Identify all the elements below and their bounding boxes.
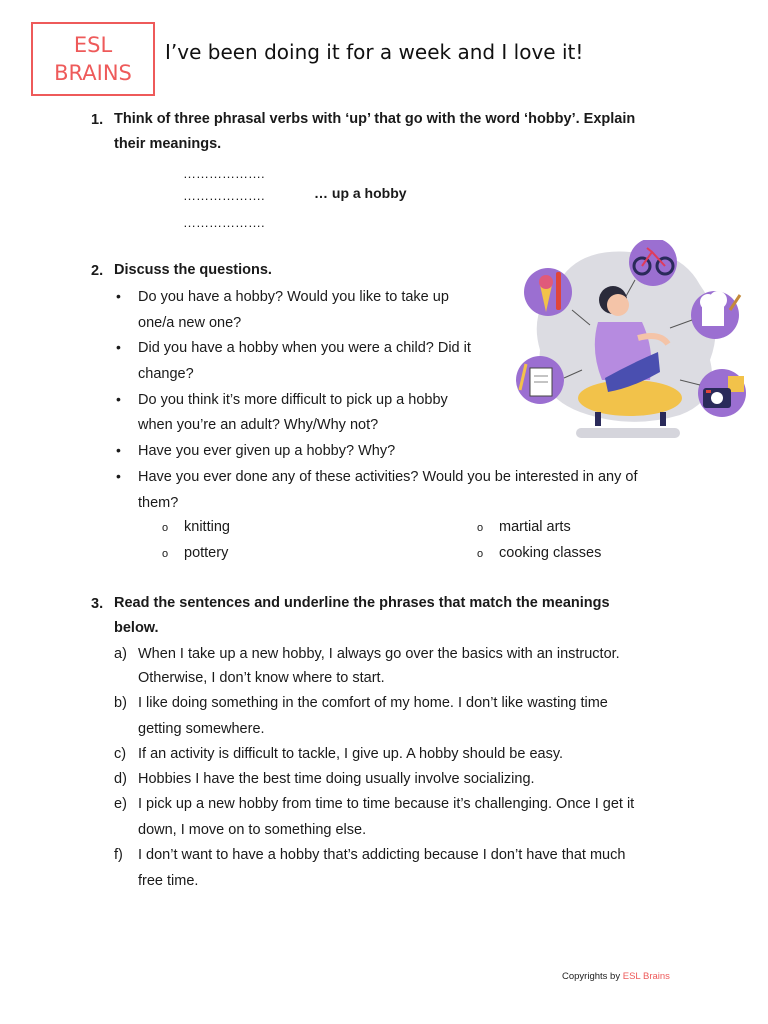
hobbies-illustration [510,240,750,445]
q2-bullet-1-line1: Do you have a hobby? Would you like to take up [138,289,449,305]
q2-bullet-5-line1: Have you ever done any of these activities? Would you be interested in any of [138,469,638,485]
sub-bullet-circle: o [477,522,484,534]
q2-bullet-4-line1: Have you ever given up a hobby? Why? [138,443,396,459]
q3-item-d-line1: Hobbies I have the best time doing usually involve socializing. [138,771,535,787]
esl-brains-logo [31,22,155,96]
q1-text-line2: their meanings. [114,136,222,152]
camera-icon [698,369,746,417]
q2-bullet-3-line1: Do you think it’s more difficult to pick up a hobby [138,392,448,408]
q1-blank-1: ………………. [183,166,265,181]
q3-item-b-line1: I like doing something in the comfort of my home. I don’t like wasting time [138,695,608,711]
footer-prefix: Copyrights by [562,971,621,982]
q2-heading: Discuss the questions. [114,262,272,278]
q3-item-c-line1: If an activity is difficult to tackle, I give up. A hobby should be easy. [138,746,564,762]
bullet-dot: • [116,288,121,304]
activity-martial-arts: martial arts [499,519,571,535]
q3-item-e-line1: I pick up a new hobby from time to time because it’s challenging. Once I get it [138,796,635,812]
bullet-dot: • [116,339,121,355]
q3-item-b-letter: b) [114,695,127,711]
q3-heading-line1: Read the sentences and underline the phrases that match the meanings [114,595,610,611]
sub-bullet-circle: o [162,548,169,560]
bicycle-icon [629,240,677,286]
q2-bullet-2-line1: Did you have a hobby when you were a child? Did it [138,340,471,356]
sub-bullet-circle: o [477,548,484,560]
q1-blank-2: ………………. [183,188,265,203]
q3-item-a-line2: Otherwise, I don’t know where to start. [138,670,385,686]
q2-bullet-5-line2: them? [138,495,179,511]
activity-cooking-classes: cooking classes [499,545,602,561]
q3-item-f-line2: free time. [138,873,199,889]
q1-text-line1: Think of three phrasal verbs with ‘up’ that go with the word ‘hobby’. Explain [114,111,636,127]
bullet-dot: • [116,442,121,458]
notebook-icon [516,356,564,404]
q2-bullet-3-line2: when you’re an adult? Why/Why not? [138,417,379,433]
sub-bullet-circle: o [162,522,169,534]
q3-item-f-letter: f) [114,847,123,863]
q2-number: 2. [91,263,104,279]
q3-item-a-letter: a) [114,646,127,662]
q3-item-b-line2: getting somewhere. [138,721,265,737]
q3-number: 3. [91,596,104,612]
q3-item-f-line1: I don’t want to have a hobby that’s addicting because I don’t have that much [138,847,626,863]
q3-item-e-letter: e) [114,796,127,812]
activity-pottery: pottery [184,545,229,561]
q3-item-e-line2: down, I move on to something else. [138,822,367,838]
logo-line1: ESL [73,33,113,57]
activity-knitting: knitting [184,519,230,535]
q3-heading-line2: below. [114,620,159,636]
bullet-dot: • [116,468,121,484]
bullet-dot: • [116,391,121,407]
q2-bullet-1-line2: one/a new one? [138,315,242,331]
logo-line2: BRAINS [54,61,132,85]
q2-bullet-2-line2: change? [138,366,194,382]
q1-suffix: … up a hobby [314,185,407,201]
footer-brand: ESL Brains [622,971,670,982]
page-title: I’ve been doing it for a week and I love it! [165,40,584,64]
q3-item-c-letter: c) [114,746,127,762]
q3-item-d-letter: d) [114,771,127,787]
q1-blank-3: ………………. [183,215,265,230]
copyright-footer [562,971,670,982]
chef-hat-icon [691,291,740,339]
q3-item-a-line1: When I take up a new hobby, I always go over the basics with an instructor. [138,646,620,662]
ice-cream-icon [524,268,572,316]
q1-number: 1. [91,112,104,128]
